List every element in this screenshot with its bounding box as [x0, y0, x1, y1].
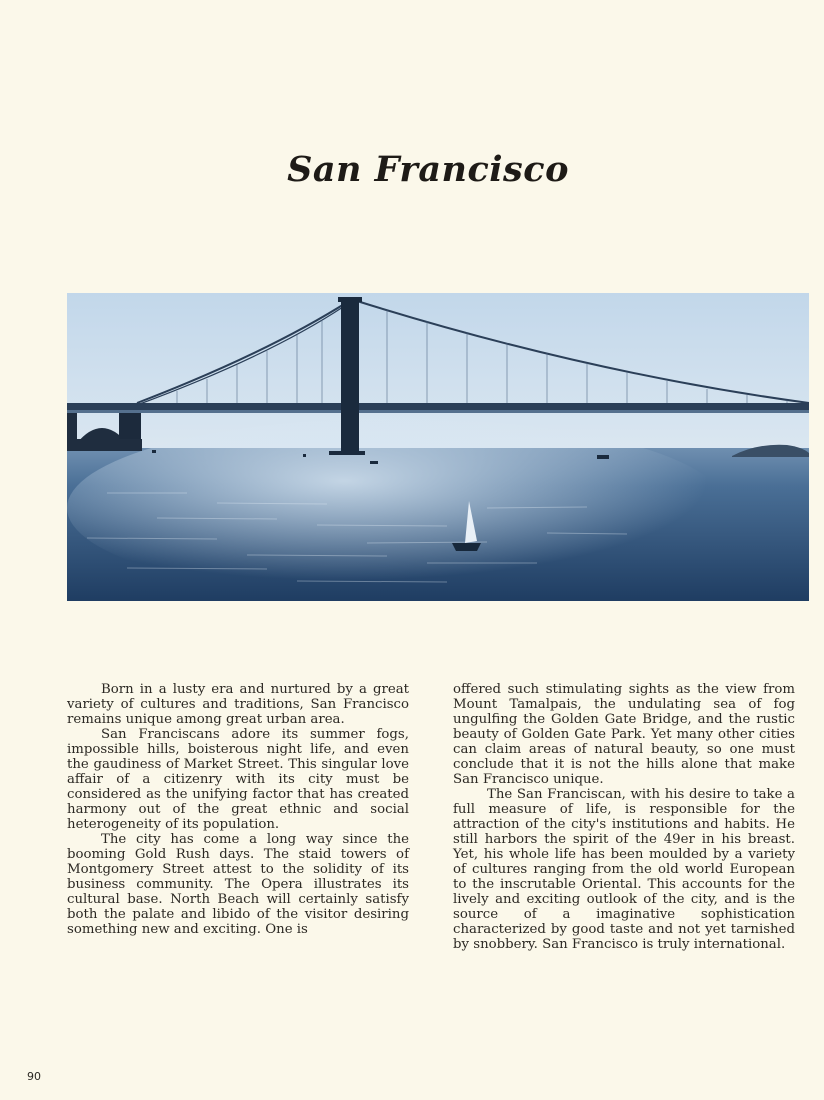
page-number: 90 — [27, 1070, 41, 1083]
article-column-left — [67, 682, 409, 937]
article-column-right — [453, 682, 795, 952]
article-paragraph: San Franciscans adore its summer fogs, impossible hills, boisterous night life, and even the gaudiness of Market Street. This singular love affair of a citizenry with its city must be considered as the unifying factor that has created harmony out of the great ethnic and social heterogeneity of its population. — [67, 727, 409, 832]
article-paragraph: The city has come a long way since the booming Gold Rush days. The staid towers of Montgomery Street attest to the solidity of its business community. The Opera illustrates its cultural base. North Beach will certainly satisfy both the palate and libido of the visitor desiring something new and exciting. One is — [67, 832, 409, 937]
article-paragraph-continued: offered such stimulating sights as the view from Mount Tamalpais, the undulating sea of fog ungulfing the Golden Gate Bridge, and the rustic beauty of Golden Gate Park. Yet many other cities can claim areas of natural beauty, so one must conclude that it is not the hills alone that make San Francisco unique. — [453, 682, 795, 787]
article-paragraph: Born in a lusty era and nurtured by a great variety of cultures and traditions, San Francisco remains unique among great urban area. — [67, 682, 409, 727]
golden-gate-bridge-photo — [67, 293, 809, 601]
article-paragraph: The San Franciscan, with his desire to take a full measure of life, is responsible for the attraction of the city's institutions and habits. He still harbors the spirit of the 49er in his breast. Yet, his whole life has been moulded by a variety of cultures ranging from the old world European to the inscrutable Oriental. This accounts for the lively and exciting outlook of the city, and is the source of a imaginative sophistication characterized by good taste and not yet tarnished by snobbery. San Francisco is truly international. — [453, 787, 795, 952]
page-title: San Francisco — [287, 149, 569, 191]
